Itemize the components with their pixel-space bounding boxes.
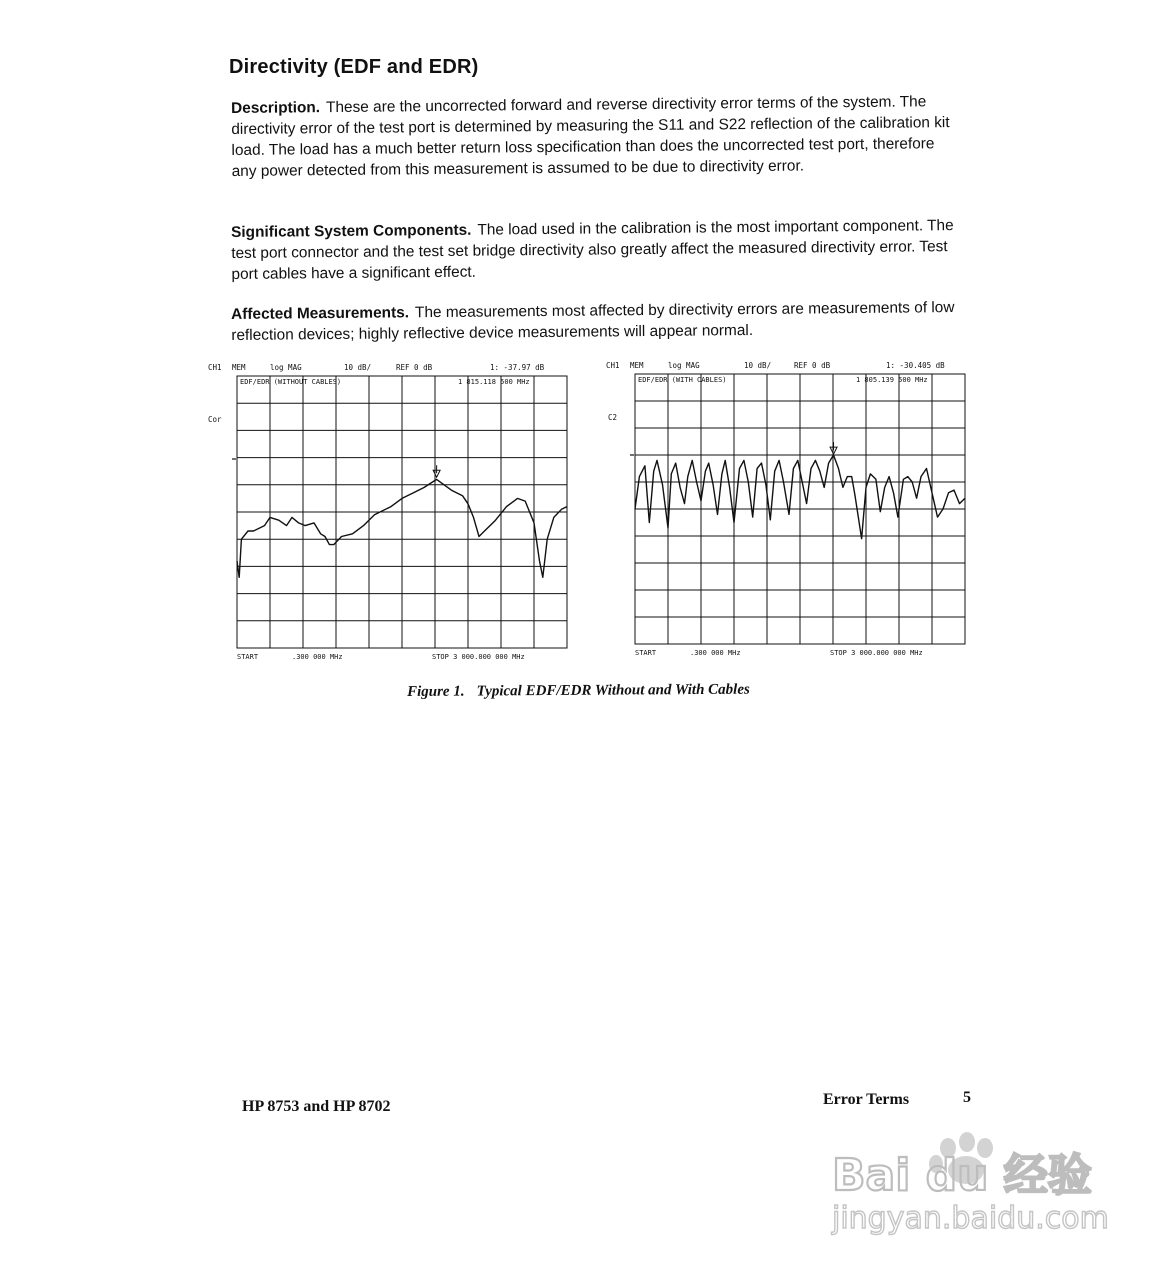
channel-label: CH1 <box>606 361 620 370</box>
watermark-url: jingyan.baidu.com <box>832 1201 1109 1236</box>
section-heading: Directivity (EDF and EDR) <box>229 56 479 78</box>
marker-readout: 1 815.118 500 MHz <box>458 378 530 386</box>
affected-paragraph <box>231 297 963 346</box>
stop-label: STOP 3 000.000 000 MHz <box>432 653 525 661</box>
page-number: 5 <box>963 1089 971 1106</box>
scale-label: 10 dB/ <box>344 363 372 372</box>
channel-label: CH1 <box>208 363 222 372</box>
marker-value-label: 1: -30.405 dB <box>886 361 945 370</box>
trace-title: EDF/EDR (WITH CABLES) <box>638 376 727 384</box>
footer-product: HP 8753 and HP 8702 <box>242 1098 391 1115</box>
baidu-watermark <box>830 1130 1130 1270</box>
mode-label: MEM <box>232 363 246 372</box>
watermark-brand: Bai du 经验 <box>832 1150 1092 1201</box>
description-lead: Description. <box>231 99 321 117</box>
chart-with-cables <box>598 354 978 664</box>
ref-label: REF 0 dB <box>794 361 831 370</box>
components-paragraph <box>231 215 964 285</box>
description-text: These are the uncorrected forward and reverse directivity error terms of the system. The directivity error of the test port is determined by measuring the S11 and S22 reflection of the calibration kit load. The load has a much better return loss specification than does the uncorrected test port, therefore any power detected from this measurement is assumed to be due to directivity error. <box>231 93 950 180</box>
start-value: .300 000 MHz <box>690 649 741 657</box>
graticule <box>237 376 567 648</box>
marker-arrow-icon <box>830 442 837 454</box>
start-value: .300 000 MHz <box>292 653 343 661</box>
stop-label: STOP 3 000.000 000 MHz <box>830 649 923 657</box>
components-text: The load used in the calibration is the most important component. The test port connector and the test set bridge directivity also greatly affect the measured directivity error. Test port cables have a significant effect. <box>231 217 954 283</box>
marker-arrow-icon <box>433 465 440 477</box>
trace-title: EDF/EDR (WITHOUT CABLES) <box>240 378 342 386</box>
marker-value-label: 1: -37.97 dB <box>490 363 545 372</box>
side-label: C2 <box>608 413 618 422</box>
footer-section: Error Terms <box>823 1091 910 1108</box>
chart-without-cables <box>200 356 580 666</box>
format-label: log MAG <box>270 363 302 372</box>
baidu-paw-icon <box>830 1130 1130 1270</box>
figure-title: Typical EDF/EDR Without and With Cables <box>476 681 750 700</box>
figure-caption <box>407 682 750 701</box>
graticule <box>635 374 965 644</box>
mode-label: MEM <box>630 361 644 370</box>
components-lead: Significant System Components. <box>231 221 472 241</box>
description-paragraph <box>231 91 964 182</box>
start-label: START <box>237 653 259 661</box>
start-label: START <box>635 649 657 657</box>
side-label: Cor <box>208 415 222 424</box>
chart-with-cables-svg <box>598 354 978 664</box>
affected-text: The measurements most affected by directivity errors are measurements of low reflection devices; highly reflective device measurements will appear normal. <box>231 299 955 344</box>
figure-number: Figure 1. <box>407 683 465 700</box>
affected-lead: Affected Measurements. <box>231 304 410 323</box>
ref-label: REF 0 dB <box>396 363 433 372</box>
chart-without-cables-svg <box>200 356 580 666</box>
marker-readout: 1 805.139 500 MHz <box>856 376 928 384</box>
scale-label: 10 dB/ <box>744 361 772 370</box>
format-label: log MAG <box>668 361 700 370</box>
